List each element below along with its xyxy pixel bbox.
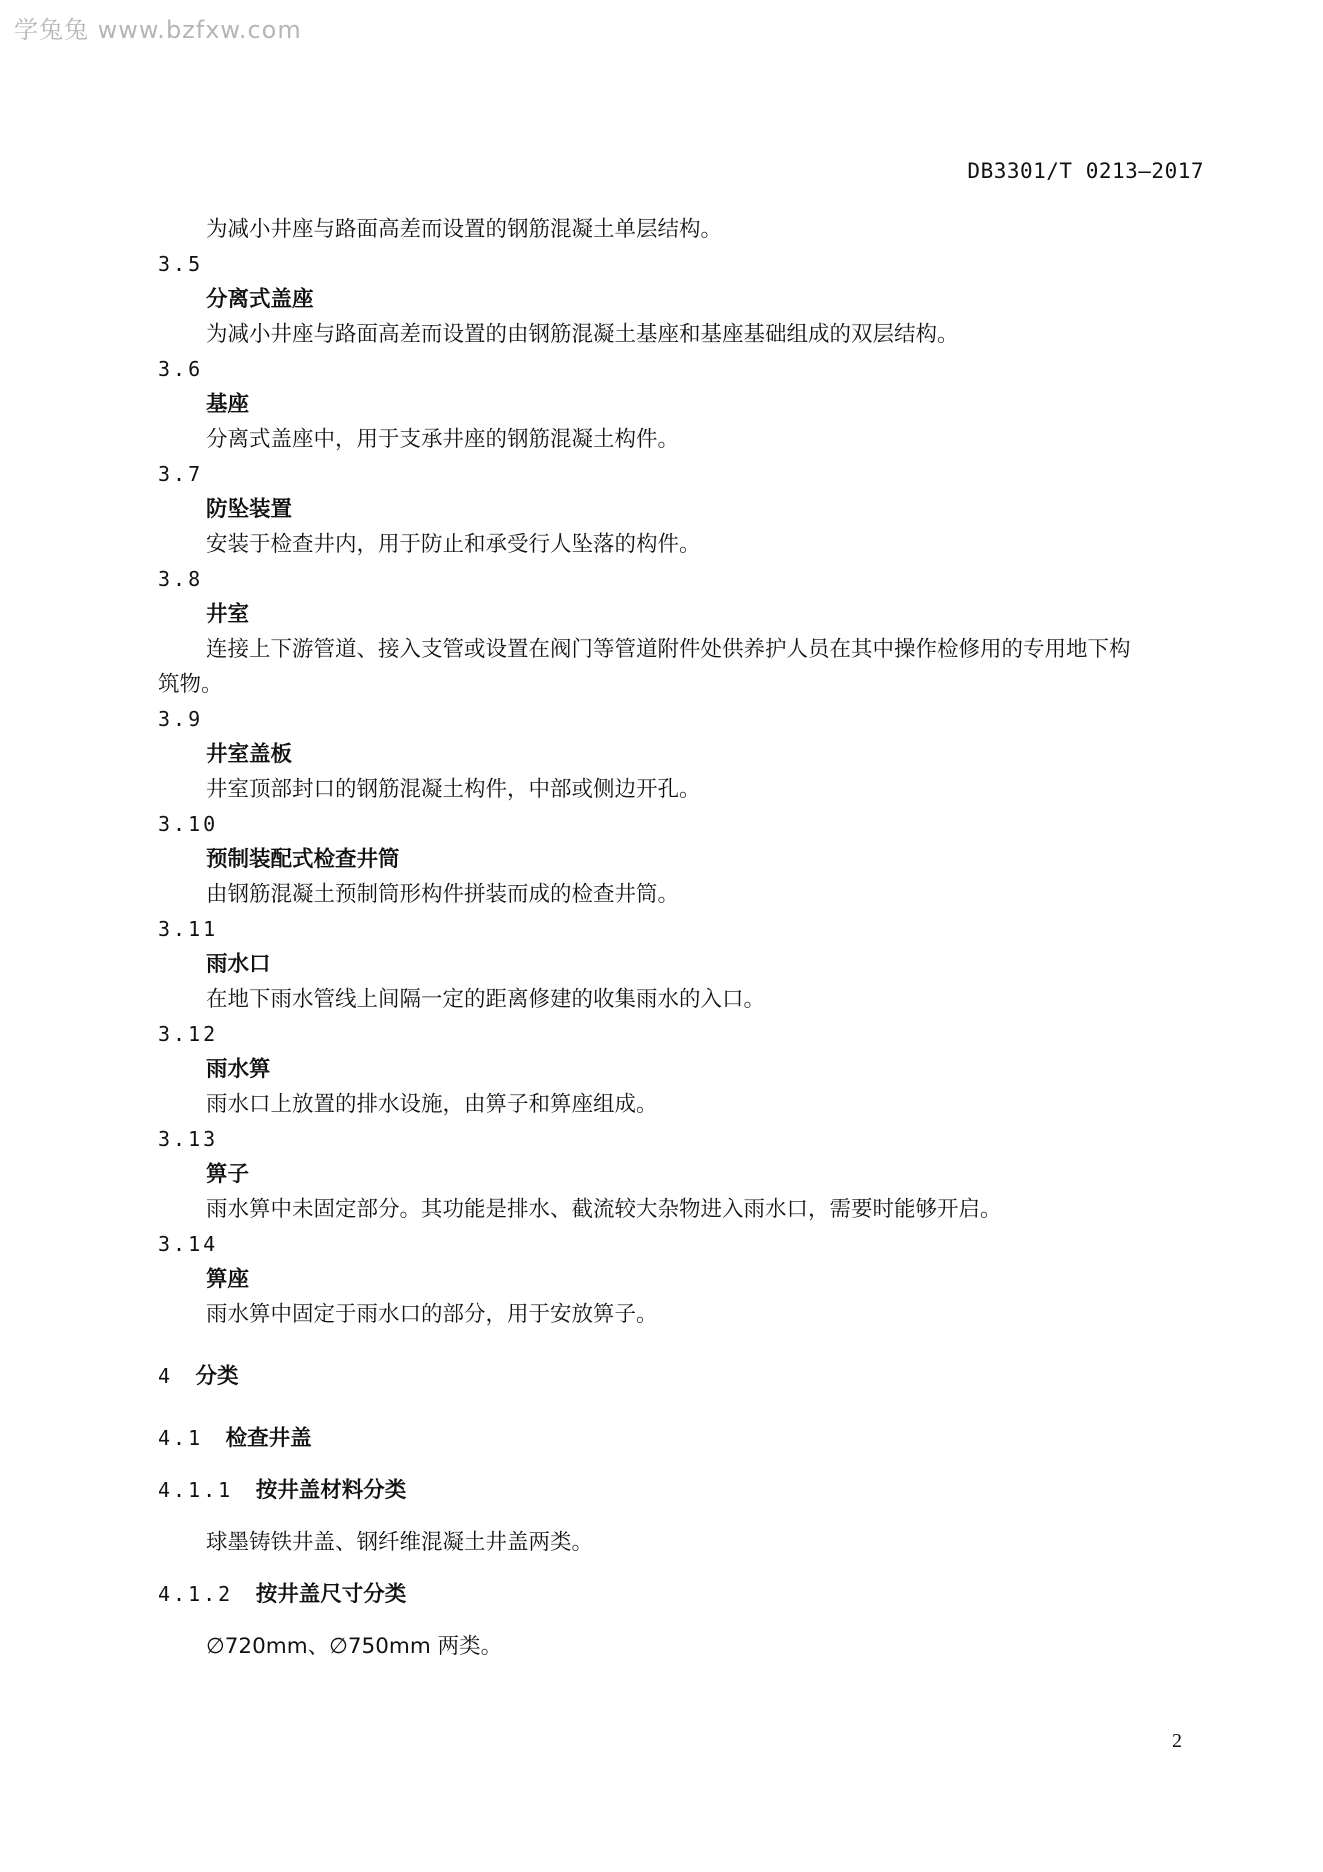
definition-text: 雨水口上放置的排水设施，由箅子和箅座组成。	[206, 1092, 658, 1117]
spacer	[158, 1508, 1203, 1525]
term-title: 雨水口	[206, 952, 271, 977]
body-text: ∅720mm、∅750mm 两类。	[206, 1634, 503, 1659]
spacer	[158, 1612, 1203, 1629]
term-title: 分离式盖座	[206, 287, 314, 312]
document-number: DB3301/T 0213—2017	[967, 159, 1204, 183]
definition-text: 井室顶部封口的钢筋混凝土构件，中部或侧边开孔。	[206, 777, 701, 802]
spacer	[158, 1332, 1203, 1359]
definition-text: 在地下雨水管线上间隔一定的距离修建的收集雨水的入口。	[206, 987, 766, 1012]
section-title: 按井盖材料分类	[255, 1478, 407, 1503]
body-text: 球墨铸铁井盖、钢纤维混凝土井盖两类。	[206, 1530, 594, 1555]
definition-text: 由钢筋混凝土预制筒形构件拼装而成的检查井筒。	[206, 882, 680, 907]
term-title: 预制装配式检查井筒	[206, 847, 400, 872]
section-title: 按井盖尺寸分类	[255, 1582, 407, 1607]
clause-number: 3.5	[158, 252, 204, 276]
definition-text: 雨水箅中未固定部分。其功能是排水、截流较大杂物进入雨水口，需要时能够开启。	[206, 1197, 1002, 1222]
definition-text: 分离式盖座中，用于支承井座的钢筋混凝土构件。	[206, 427, 680, 452]
page-number: 2	[1172, 1730, 1182, 1752]
clause-number: 3.14	[158, 1232, 219, 1256]
section-number: 4.1.2	[158, 1582, 234, 1606]
section-heading	[158, 1359, 1203, 1394]
definition-text: 为减小井座与路面高差而设置的由钢筋混凝土基座和基座基础组成的双层结构。	[206, 322, 959, 347]
definition-text: 连接上下游管道、接入支管或设置在阀门等管道附件处供养护人员在其中操作检修用的专用地下构	[206, 637, 1131, 662]
spacer	[158, 1560, 1203, 1577]
section-title: 检查井盖	[225, 1426, 312, 1451]
clause-number: 3.8	[158, 567, 204, 591]
clause-number: 3.6	[158, 357, 204, 381]
term-title: 井室	[206, 602, 250, 627]
subsection-heading	[158, 1577, 1203, 1612]
clause-number: 3.7	[158, 462, 204, 486]
term-title: 井室盖板	[206, 742, 293, 767]
section-number: 4.1.1	[158, 1478, 234, 1502]
section-number: 4.1	[158, 1426, 204, 1450]
page-content	[158, 212, 1203, 1664]
clause-number: 3.11	[158, 917, 219, 941]
clause-number: 3.10	[158, 812, 219, 836]
watermark: 学兔兔 www.bzfxw.com	[14, 16, 302, 44]
subsection-heading	[158, 1421, 1203, 1456]
term-title: 箅座	[206, 1267, 250, 1292]
clause-number: 3.13	[158, 1127, 219, 1151]
term-title: 箅子	[206, 1162, 250, 1187]
definition-text: 雨水箅中固定于雨水口的部分，用于安放箅子。	[206, 1302, 658, 1327]
definition-text-continued: 筑物。	[158, 672, 223, 697]
term-title: 雨水箅	[206, 1057, 271, 1082]
clause-number: 3.12	[158, 1022, 219, 1046]
section-title: 分类	[195, 1364, 239, 1389]
spacer	[158, 1394, 1203, 1421]
clause-number: 3.9	[158, 707, 204, 731]
definition-text: 安装于检查井内，用于防止和承受行人坠落的构件。	[206, 532, 701, 557]
section-number: 4	[158, 1364, 174, 1388]
spacer	[158, 1456, 1203, 1473]
term-title: 防坠装置	[206, 497, 293, 522]
definition-text: 为减小井座与路面高差而设置的钢筋混凝土单层结构。	[206, 217, 723, 242]
subsection-heading	[158, 1473, 1203, 1508]
term-title: 基座	[206, 392, 250, 417]
